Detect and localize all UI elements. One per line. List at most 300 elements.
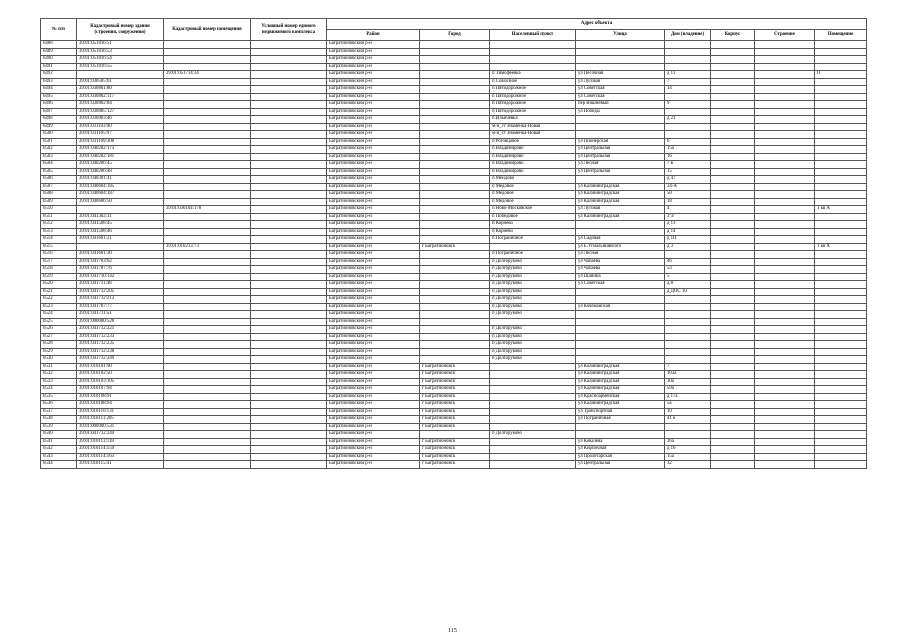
cell-num: 6491 [41, 63, 77, 71]
cell-cad-building [77, 71, 164, 79]
cell-cad-building: 39:01:041703:62 [77, 258, 164, 266]
cell-city [420, 311, 490, 319]
cell-num: 6531 [41, 363, 77, 371]
cell-district: Багратионовский р-н [327, 146, 420, 154]
cell-cad-room [164, 446, 251, 454]
table-row [41, 318, 867, 326]
cell-room [815, 123, 867, 131]
cell-locality: п Совхозное [490, 78, 576, 86]
cell-stroenie [755, 281, 815, 289]
cell-locality [490, 56, 576, 64]
cell-room [815, 281, 867, 289]
cell-city [420, 63, 490, 71]
cell-city [420, 258, 490, 266]
cell-cond-complex [251, 146, 327, 154]
cell-district: Багратионовский р-н [327, 408, 420, 416]
cell-district: Багратионовский р-н [327, 108, 420, 116]
table-row [41, 296, 867, 304]
cell-stroenie [755, 86, 815, 94]
cell-stroenie [755, 183, 815, 191]
cell-district: Багратионовский р-н [327, 348, 420, 356]
cell-num: 6517 [41, 258, 77, 266]
cell-locality: п Владимирово [490, 146, 576, 154]
cell-num: 6502 [41, 146, 77, 154]
cell-stroenie [755, 446, 815, 454]
cell-locality: м-й_ст Знаменка-Новая [490, 123, 576, 131]
cell-cond-complex [251, 71, 327, 79]
cell-city [420, 213, 490, 221]
header-house: Дом (владение) [665, 30, 711, 41]
cell-cad-building [77, 206, 164, 214]
cell-city [420, 138, 490, 146]
cell-room [815, 386, 867, 394]
cell-korpus [711, 341, 755, 349]
cell-stroenie [755, 401, 815, 409]
cell-house: 103а [665, 371, 711, 379]
cell-city [420, 146, 490, 154]
cell-cad-room [164, 86, 251, 94]
cell-locality: п Ново-Московское [490, 206, 576, 214]
cell-cad-building: 39:01:041712:249 [77, 356, 164, 364]
cell-district: Багратионовский р-н [327, 423, 420, 431]
header-address: Адрес объекта [327, 19, 867, 30]
cell-house [665, 318, 711, 326]
cell-cad-room [164, 191, 251, 199]
cell-room [815, 168, 867, 176]
cell-num: 6492 [41, 71, 77, 79]
cell-house: д 17а [665, 393, 711, 401]
cell-cad-room [164, 198, 251, 206]
cell-locality: п Владимирово [490, 168, 576, 176]
cell-street [576, 318, 665, 326]
cell-district: Багратионовский р-н [327, 198, 420, 206]
cell-district: Багратионовский р-н [327, 258, 420, 266]
cell-stroenie [755, 146, 815, 154]
cell-house [665, 348, 711, 356]
cell-locality: п Медовое [490, 183, 576, 191]
cell-street [576, 131, 665, 139]
cell-city [420, 341, 490, 349]
cell-room [815, 86, 867, 94]
cell-num: 6532 [41, 371, 77, 379]
cell-locality [490, 371, 576, 379]
cell-cad-building: 39:01:041711:51 [77, 311, 164, 319]
cell-room [815, 348, 867, 356]
cell-stroenie [755, 228, 815, 236]
cell-room [815, 48, 867, 56]
cell-district: Багратионовский р-н [327, 296, 420, 304]
cell-cad-building: 39:01:051816:53 [77, 48, 164, 56]
cell-district: Багратионовский р-н [327, 161, 420, 169]
cell-street: ул Луговая [576, 78, 665, 86]
cell-locality: п Долгоруково [490, 431, 576, 439]
cell-cad-building: 39:01:010115:41 [77, 461, 164, 469]
cell-cad-building: 39:01:000000:531 [77, 423, 164, 431]
table-row [41, 63, 867, 71]
cell-room [815, 78, 867, 86]
cell-cond-complex [251, 393, 327, 401]
cell-cad-room [164, 311, 251, 319]
cell-cad-building: 39:01:040202:173 [77, 146, 164, 154]
cell-district: Багратионовский р-н [327, 251, 420, 259]
cell-stroenie [755, 198, 815, 206]
cell-cond-complex [251, 348, 327, 356]
table-row [41, 161, 867, 169]
cell-district: Багратионовский р-н [327, 228, 420, 236]
cell-cond-complex [251, 453, 327, 461]
cell-cad-room [164, 116, 251, 124]
cell-house: 41 к [665, 416, 711, 424]
cell-num: 6497 [41, 108, 77, 116]
cell-house [665, 431, 711, 439]
cell-num: 6533 [41, 378, 77, 386]
cell-street [576, 228, 665, 236]
cell-house: 53 [665, 266, 711, 274]
cell-city [420, 273, 490, 281]
cell-cad-room [164, 386, 251, 394]
cell-district: Багратионовский р-н [327, 48, 420, 56]
cell-num: 6519 [41, 273, 77, 281]
table-row [41, 228, 867, 236]
cell-locality: п Мейдово [490, 176, 576, 184]
cell-cond-complex [251, 78, 327, 86]
table-row [41, 101, 867, 109]
cell-korpus [711, 258, 755, 266]
cell-cond-complex [251, 446, 327, 454]
cell-cad-room [164, 431, 251, 439]
cell-locality: п Пограничное [490, 251, 576, 259]
cell-city [420, 228, 490, 236]
cell-cad-room [164, 123, 251, 131]
cell-district: Багратионовский р-н [327, 56, 420, 64]
cell-num: 6495 [41, 93, 77, 101]
cell-korpus [711, 461, 755, 469]
cell-city: г Багратионовск [420, 393, 490, 401]
cell-cond-complex [251, 288, 327, 296]
cell-district: Багратионовский р-н [327, 168, 420, 176]
cell-locality [490, 363, 576, 371]
cell-locality: п Роговцовое [490, 138, 576, 146]
cell-cad-room [164, 213, 251, 221]
cell-num: 6488 [41, 41, 77, 49]
cell-num: 6534 [41, 386, 77, 394]
cell-street [576, 333, 665, 341]
cell-city [420, 116, 490, 124]
header-cad-building: Кадастровый номер здания (строения, сооружения) [77, 19, 164, 41]
cell-cad-room [164, 251, 251, 259]
cell-num: 6525 [41, 318, 77, 326]
cell-room [815, 258, 867, 266]
cell-cad-building: 39:01:010108:91 [77, 393, 164, 401]
table-row [41, 266, 867, 274]
cell-locality [490, 41, 576, 49]
cell-house: д 47 [665, 176, 711, 184]
cell-korpus [711, 146, 755, 154]
cell-cad-room [164, 423, 251, 431]
cell-cond-complex [251, 251, 327, 259]
cell-cond-complex [251, 363, 327, 371]
cell-korpus [711, 213, 755, 221]
cell-cond-complex [251, 273, 327, 281]
cell-cad-building: 39:01:040604:187 [77, 191, 164, 199]
cell-cad-building: 39:01:010103:105 [77, 378, 164, 386]
cell-cad-building: 39:01:041712:205 [77, 288, 164, 296]
cell-house [665, 131, 711, 139]
cell-district: Багратионовский р-н [327, 243, 420, 251]
cell-korpus [711, 183, 755, 191]
header-street: Улица [576, 30, 665, 41]
cell-locality [490, 63, 576, 71]
cell-house: 16а [665, 438, 711, 446]
cell-house [665, 56, 711, 64]
cell-district: Багратионовский р-н [327, 326, 420, 334]
cell-locality: п Владимирово [490, 161, 576, 169]
cell-num: 6538 [41, 416, 77, 424]
cell-cond-complex [251, 191, 327, 199]
cell-room [815, 303, 867, 311]
cell-cond-complex [251, 236, 327, 244]
cell-num: 6529 [41, 348, 77, 356]
cell-city: г Багратионовск [420, 401, 490, 409]
cell-num: 6542 [41, 446, 77, 454]
cell-district: Багратионовский р-н [327, 116, 420, 124]
table-row [41, 378, 867, 386]
table-row [41, 386, 867, 394]
cell-city [420, 288, 490, 296]
cell-room [815, 431, 867, 439]
cell-num: 6544 [41, 461, 77, 469]
cell-locality [490, 461, 576, 469]
cell-cond-complex [251, 386, 327, 394]
cell-room [815, 63, 867, 71]
cell-stroenie [755, 116, 815, 124]
cell-stroenie [755, 333, 815, 341]
cell-stroenie [755, 161, 815, 169]
cell-stroenie [755, 168, 815, 176]
header-cond-complex: Условный номер единого недвижимого комплекса [251, 19, 327, 41]
cell-korpus [711, 41, 755, 49]
cell-cond-complex [251, 378, 327, 386]
cell-stroenie [755, 63, 815, 71]
cell-locality [490, 48, 576, 56]
cell-cond-complex [251, 123, 327, 131]
cell-house: 15 [665, 168, 711, 176]
cell-room [815, 116, 867, 124]
cell-house [665, 303, 711, 311]
table-row [41, 408, 867, 416]
cell-street: ул Пионерская [576, 138, 665, 146]
cell-city: г Багратионовск [420, 243, 490, 251]
cell-num: 6494 [41, 86, 77, 94]
table-row [41, 78, 867, 86]
cell-cad-building: 39:01:031109:308 [77, 138, 164, 146]
registry-table [40, 18, 867, 469]
cell-house: 32 [665, 461, 711, 469]
cell-street [576, 176, 665, 184]
cell-cad-room [164, 93, 251, 101]
cell-korpus [711, 236, 755, 244]
cell-street: ул Чапаева [576, 266, 665, 274]
cell-cad-room [164, 273, 251, 281]
cell-cad-room [164, 408, 251, 416]
cell-house: д 11 [665, 71, 711, 79]
cell-locality: п Ильичевка [490, 116, 576, 124]
cell-cad-room [164, 221, 251, 229]
cell-num: 6524 [41, 311, 77, 319]
cell-cad-building: 39:01:041302:11 [77, 213, 164, 221]
cell-room [815, 251, 867, 259]
table-row [41, 41, 867, 49]
cell-cond-complex [251, 326, 327, 334]
cell-city: г Багратионовск [420, 386, 490, 394]
cell-cad-room [164, 146, 251, 154]
cell-city [420, 318, 490, 326]
cell-cond-complex [251, 438, 327, 446]
cell-num: 6513 [41, 228, 77, 236]
cell-stroenie [755, 453, 815, 461]
cell-cad-room [164, 153, 251, 161]
cell-locality [490, 446, 576, 454]
cell-cad-room [164, 461, 251, 469]
cell-korpus [711, 386, 755, 394]
cell-cad-building: 39:01:041710:142 [77, 273, 164, 281]
cell-room [815, 393, 867, 401]
cell-house [665, 356, 711, 364]
cell-korpus [711, 71, 755, 79]
cell-cond-complex [251, 341, 327, 349]
cell-street: ул Калининградская [576, 401, 665, 409]
cell-cad-building: 39:01:041712:213 [77, 296, 164, 304]
cell-korpus [711, 116, 755, 124]
cell-district: Багратионовский р-н [327, 438, 420, 446]
cell-city [420, 48, 490, 56]
cell-num: 6509 [41, 198, 77, 206]
cell-district: Багратионовский р-н [327, 266, 420, 274]
cell-korpus [711, 393, 755, 401]
cell-street [576, 311, 665, 319]
cell-korpus [711, 86, 755, 94]
cell-house: 16 [665, 153, 711, 161]
cell-room [815, 461, 867, 469]
cell-district: Багратионовский р-н [327, 318, 420, 326]
cell-room [815, 101, 867, 109]
cell-city: г Багратионовск [420, 438, 490, 446]
cell-house: д 21 [665, 116, 711, 124]
cell-street [576, 341, 665, 349]
cell-room [815, 296, 867, 304]
cell-room [815, 273, 867, 281]
cell-num: 6515 [41, 243, 77, 251]
cell-cond-complex [251, 101, 327, 109]
cell-stroenie [755, 288, 815, 296]
cell-cad-room [164, 326, 251, 334]
cell-korpus [711, 63, 755, 71]
cell-house: 34-А [665, 183, 711, 191]
cell-street [576, 326, 665, 334]
cell-cond-complex [251, 416, 327, 424]
cell-street: ул Калининградская [576, 191, 665, 199]
cell-korpus [711, 416, 755, 424]
cell-city [420, 176, 490, 184]
cell-num: 6521 [41, 288, 77, 296]
cell-korpus [711, 348, 755, 356]
cell-stroenie [755, 48, 815, 56]
cell-cad-building: 39:01:030801:80 [77, 86, 164, 94]
cell-cad-room [164, 258, 251, 266]
cell-room [815, 138, 867, 146]
cell-cad-room [164, 363, 251, 371]
cell-korpus [711, 363, 755, 371]
cell-city: г Багратионовск [420, 446, 490, 454]
cell-street: ул Калининградская [576, 386, 665, 394]
cell-house [665, 93, 711, 101]
cell-street: ул Калининградская [576, 378, 665, 386]
cell-city [420, 93, 490, 101]
cell-locality: п Корнево [490, 221, 576, 229]
cell-cad-room [164, 168, 251, 176]
cell-korpus [711, 221, 755, 229]
cell-house: 14 [665, 86, 711, 94]
cell-korpus [711, 333, 755, 341]
cell-street: ул Красноармейская [576, 393, 665, 401]
cell-korpus [711, 423, 755, 431]
cell-street: ул Калининградская [576, 198, 665, 206]
cell-street [576, 221, 665, 229]
cell-house: 50 [665, 191, 711, 199]
cell-cad-building: 39:01:040206:48 [77, 168, 164, 176]
table-row [41, 48, 867, 56]
cell-house [665, 296, 711, 304]
cell-room [815, 191, 867, 199]
cell-korpus [711, 78, 755, 86]
cell-cond-complex [251, 41, 327, 49]
cell-cad-room [164, 401, 251, 409]
cell-room [815, 401, 867, 409]
cell-room [815, 266, 867, 274]
cell-cad-building: 39:01:010108:94 [77, 401, 164, 409]
cell-cad-room [164, 131, 251, 139]
cell-locality: п Долгоруково [490, 266, 576, 274]
cell-korpus [711, 281, 755, 289]
table-row [41, 153, 867, 161]
table-row [41, 183, 867, 191]
cell-cond-complex [251, 408, 327, 416]
cell-house: 9 [665, 101, 711, 109]
cell-city [420, 153, 490, 161]
header-num: № п/п [41, 19, 77, 41]
cell-stroenie [755, 273, 815, 281]
cell-cond-complex [251, 296, 327, 304]
cell-district: Багратионовский р-н [327, 461, 420, 469]
cell-cad-building: 39:01:041712:221 [77, 326, 164, 334]
cell-street: ул Центральная [576, 461, 665, 469]
cell-cad-room [164, 288, 251, 296]
cell-city: г Багратионовск [420, 461, 490, 469]
cell-num: 6541 [41, 438, 77, 446]
cell-num: 6537 [41, 408, 77, 416]
cell-house: 4 [665, 206, 711, 214]
cell-stroenie [755, 56, 815, 64]
cell-locality: п Пятидорожное [490, 101, 576, 109]
cell-room [815, 311, 867, 319]
cell-korpus [711, 198, 755, 206]
cell-room: II [815, 71, 867, 79]
table-row [41, 363, 867, 371]
cell-cond-complex [251, 431, 327, 439]
cell-cad-room [164, 303, 251, 311]
cell-house: д 16 [665, 446, 711, 454]
cell-cad-building: 39:01:000000:520 [77, 318, 164, 326]
